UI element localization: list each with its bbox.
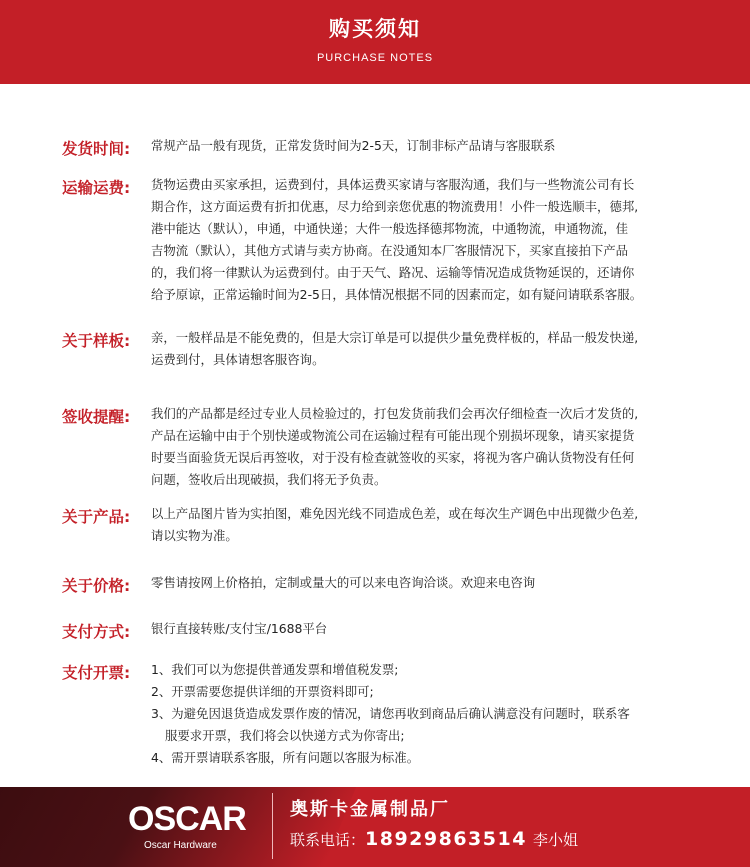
section-label: 签收提醒: [62, 408, 131, 426]
section-label: 运输运费: [62, 179, 131, 197]
header-banner [0, 0, 750, 84]
text-line: 我们的产品都是经过专业人员检验过的，打包发货前我们会再次仔细检查一次后才发货的, [151, 406, 639, 421]
brand-subtitle: Oscar Hardware [144, 840, 217, 851]
text-line: 给予原谅，正常运输时间为2-5日，具体情况根据不同的因素而定，如有疑问请联系客服。 [151, 287, 643, 302]
text-line: 港中能达（默认），申通，中通快递；大件一般选择德邦物流，中通物流，申通物流，佳 [151, 221, 629, 236]
text-line: 2、开票需要您提供详细的开票资料即可; [151, 684, 374, 699]
text-line: 问题，签收后出现破损，我们将无予负责。 [151, 472, 387, 487]
section-label: 关于价格: [62, 577, 131, 595]
section-label: 发货时间: [62, 140, 131, 158]
text-line: 货物运费由买家承担，运费到付，具体运费买家请与客服沟通，我们与一些物流公司有长 [151, 177, 635, 192]
contact-label: 联系电话： [290, 831, 366, 849]
text-line: 服要求开票，我们将会以快递方式为你寄出; [165, 728, 405, 743]
section-text [151, 327, 681, 371]
text-line: 零售请按网上价格拍，定制或量大的可以来电咨询洽谈。欢迎来电咨询 [151, 575, 536, 590]
text-line: 3、为避免因退货造成发票作废的情况，请您再收到商品后确认满意没有问题时，联系客 [151, 706, 630, 721]
oscar-logo [128, 800, 268, 860]
text-line: 以上产品图片皆为实拍图，难免因光线不同造成色差，或在每次生产调色中出现微少色差, [151, 506, 639, 521]
section-text [151, 503, 681, 547]
text-line: 常规产品一般有现货，正常发货时间为2-5天，订制非标产品请与客服联系 [151, 138, 556, 153]
section-text [151, 659, 681, 769]
section-text [151, 618, 681, 640]
section-text [151, 174, 681, 306]
text-line: 时要当面验货无误后再签收，对于没有检查就签收的买家，将视为客户确认货物没有任何 [151, 450, 635, 465]
contact-info [290, 828, 578, 850]
page-subtitle: PURCHASE NOTES [316, 52, 434, 64]
section-label: 关于样板: [62, 332, 131, 350]
text-line: 亲，一般样品是不能免费的，但是大宗订单是可以提供少量免费样板的，样品一般发快递, [151, 330, 639, 345]
section-text [151, 135, 681, 157]
text-line: 请以实物为准。 [151, 528, 238, 543]
section-text [151, 572, 681, 594]
section-label: 关于产品: [62, 508, 131, 526]
text-line: 期合作，这方面运费有折扣优惠，尽力给到亲您优惠的物流费用！小件一般选顺丰，德邦, [151, 199, 639, 214]
section-label: 支付方式: [62, 623, 131, 641]
text-line: 产品在运输中由于个别快递或物流公司在运输过程有可能出现个别损坏现象，请买家提货 [151, 428, 635, 443]
text-line: 运费到付，具体请想客服咨询。 [151, 352, 325, 367]
footer-divider [272, 793, 273, 859]
text-line: 的，我们将一律默认为运费到付。由于天气、路况、运输等情况造成货物延误的，还请你 [151, 265, 635, 280]
contact-phone[interactable]: 18929863514 [365, 828, 527, 850]
page-title: 购买须知 [329, 17, 421, 41]
text-line: 1、我们可以为您提供普通发票和增值税发票; [151, 662, 399, 677]
text-line: 吉物流（默认），其他方式请与卖方协商。在没通知本厂客服情况下，买家直接拍下产品 [151, 243, 629, 258]
section-text [151, 403, 681, 491]
brand-wordmark: OSCAR [128, 800, 246, 838]
company-name: 奥斯卡金属制品厂 [290, 799, 450, 820]
text-line: 银行直接转账/支付宝/1688平台 [151, 621, 328, 636]
contact-person: 李小姐 [532, 831, 578, 849]
text-line: 4、需开票请联系客服，所有问题以客服为标准。 [151, 750, 420, 765]
section-label: 支付开票: [62, 664, 131, 682]
